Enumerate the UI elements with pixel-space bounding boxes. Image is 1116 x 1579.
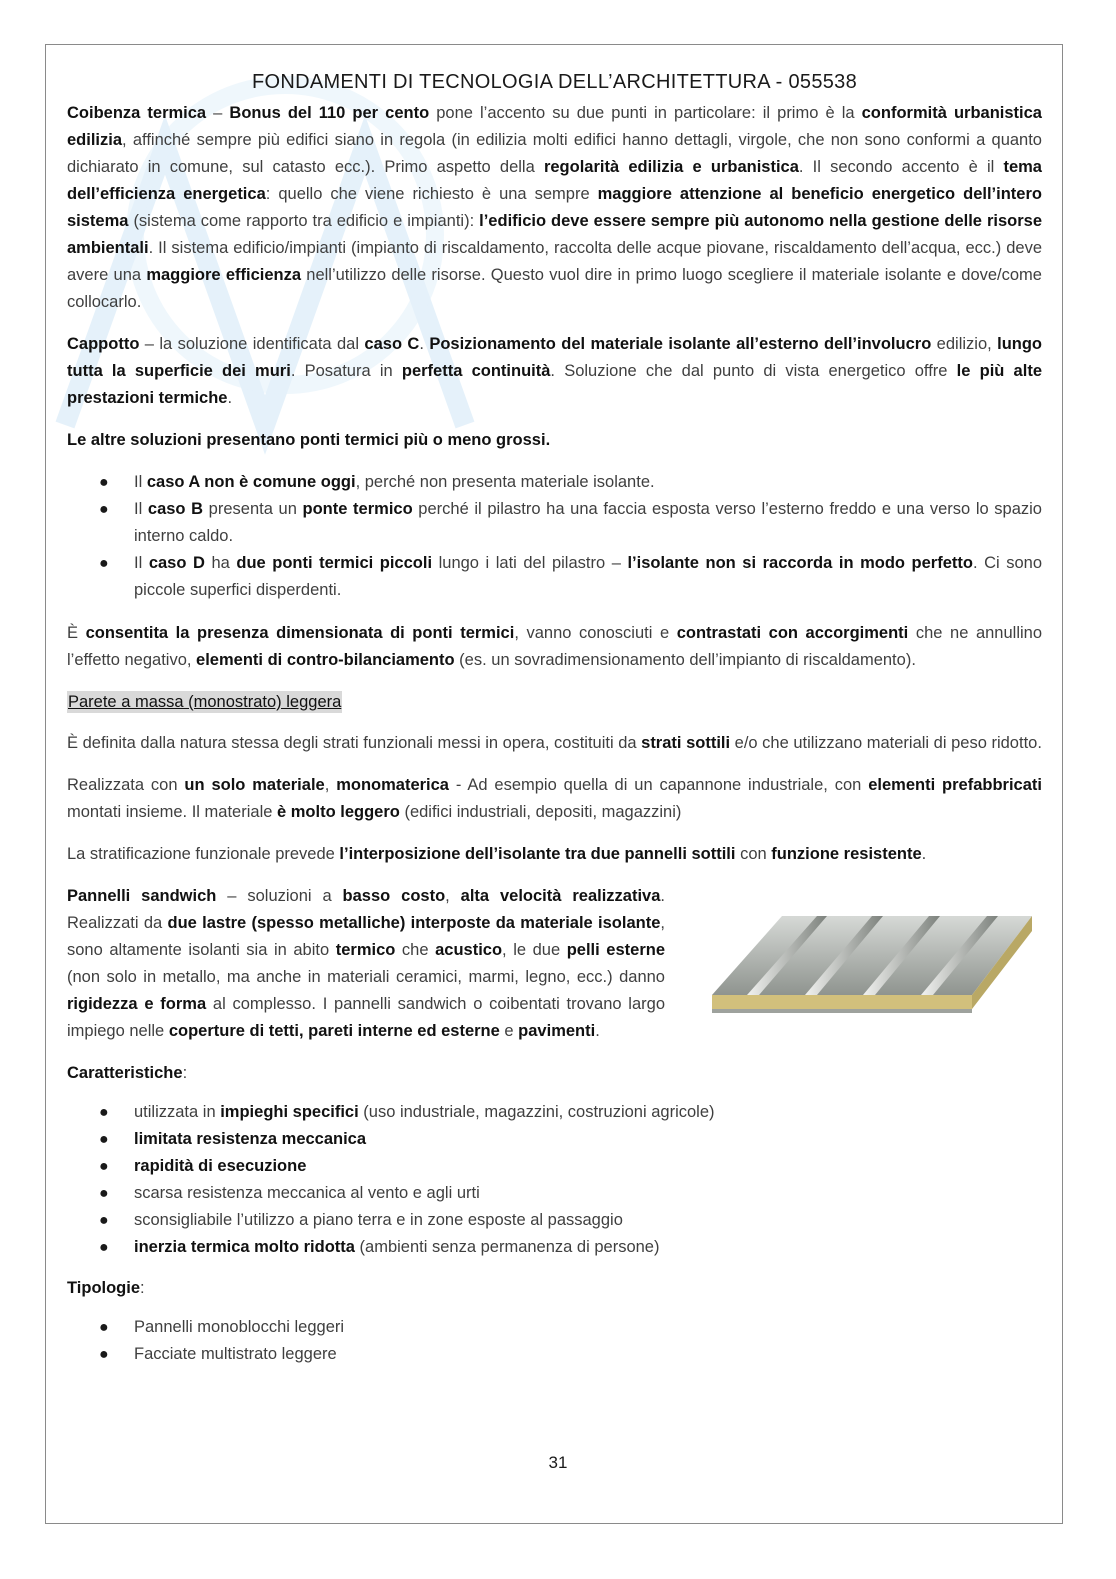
text-span: (edifici industriali, depositi, magazzini) (399, 803, 682, 821)
sandwich-panel-image (707, 911, 1037, 1021)
term-limitata-resistenza: limitata resistenza meccanica (134, 1130, 367, 1148)
text-span: . Ci sono piccole superfici disperdenti. (134, 554, 1043, 599)
text-span: - Ad esempio quella di un capannone industriale, con (448, 776, 869, 794)
text-span: e/o che utilizzano materiali di peso ridotto. (730, 734, 1042, 752)
term-inerzia: inerzia termica molto ridotta (134, 1238, 355, 1256)
text-span: , vanno conosciuti e (514, 624, 677, 642)
term-caso-d: caso D (148, 554, 205, 572)
text-span: edilizio, (931, 335, 998, 353)
text-span: . (921, 845, 927, 863)
paragraph-sandwich (67, 883, 665, 1045)
bullet-icon: ● (99, 501, 109, 518)
section-heading: Parete a massa (monostrato) leggera (68, 693, 342, 711)
term-isolante-raccordo: l’isolante non si raccorda in modo perfetto (627, 554, 973, 572)
text-span: È (67, 624, 86, 642)
bullet-icon: ● (99, 1319, 109, 1336)
term-due-ponti: due ponti termici piccoli (236, 554, 433, 572)
term-alta-velocita: alta velocità realizzativa (460, 887, 661, 905)
text-span: lungo i lati del pilastro – (432, 554, 628, 572)
text-span: che (395, 941, 436, 959)
text-span: sconsigliabile l’utilizzo a piano terra e in zone esposte al passaggio (134, 1211, 623, 1229)
text-span: presenta un (203, 500, 303, 518)
caratteristiche-heading (67, 1060, 1042, 1087)
term-prestazioni: le più alte prestazioni termiche (67, 362, 1042, 407)
text-span: . Il secondo accento è il (798, 158, 1004, 176)
list-item (67, 1341, 1042, 1368)
text-span: Realizzata con (67, 776, 185, 794)
text-span: È definita dalla natura stessa degli strati funzionali messi in opera, costituiti da (67, 734, 642, 752)
term-consentita: consentita la presenza dimensionata di ponti termici (85, 624, 515, 642)
text-span: – soluzioni a (216, 887, 343, 905)
term-bonus: Bonus del 110 per cento (229, 104, 430, 122)
list-item (67, 1099, 1042, 1126)
list-item (67, 1314, 1042, 1341)
term-strati-sottili: strati sottili (641, 734, 731, 752)
text-span: e (499, 1022, 519, 1040)
term-cappotto: Cappotto (67, 335, 140, 353)
bullet-icon: ● (99, 555, 109, 572)
bullet-icon: ● (99, 1104, 109, 1121)
text-span: Il (134, 473, 147, 491)
bullet-icon: ● (99, 1239, 109, 1256)
paragraph-realizzata (67, 772, 1042, 826)
text-span: , (445, 887, 461, 905)
term-acustico: acustico (435, 941, 503, 959)
text-span: (es. un sovradimensionamento dell’impianto di riscaldamento). (454, 651, 916, 669)
term-interposizione: l’interposizione dell’isolante tra due pannelli sottili (339, 845, 736, 863)
text-span: Pannelli monoblocchi leggeri (134, 1318, 345, 1336)
document-body (67, 68, 1042, 1384)
text-span: – (206, 104, 230, 122)
text-span: . Realizzati da (67, 887, 665, 932)
text-span: , (324, 776, 337, 794)
term-contro-bilanciamento: elementi di contro-bilanciamento (196, 651, 455, 669)
term-contrastati: contrastati con accorgimenti (676, 624, 909, 642)
text-span: al complesso. I pannelli sandwich o coibentati trovano largo impiego nelle (67, 995, 665, 1040)
term-posizionamento: Posizionamento del materiale isolante all’esterno dell’involucro (429, 335, 932, 353)
text-span: che ne annullino l’effetto negativo, (67, 624, 1043, 669)
term-due-lastre: due lastre (spesso metalliche) interposte da materiale isolante (167, 914, 661, 932)
list-item (67, 1153, 1042, 1180)
list-item (67, 550, 1042, 604)
paragraph-definita (67, 730, 1042, 757)
list-caratteristiche (67, 1099, 1042, 1261)
text-span: Il (134, 500, 148, 518)
term-tipologie: Tipologie (67, 1279, 141, 1297)
term-autonomo: l’edificio deve essere sempre più autonomo nella gestione delle risorse ambientali (67, 212, 1042, 257)
term-superficie: lungo tutta la superficie dei muri (67, 335, 1043, 380)
term-conformita: conformità urbanistica edilizia (67, 104, 1042, 149)
page-number: 31 (548, 1453, 568, 1472)
term-caso-c: caso C (364, 335, 420, 353)
text-span: scarsa resistenza meccanica al vento e agli urti (134, 1184, 480, 1202)
term-ponte-termico: ponte termico (302, 500, 413, 518)
term-pannelli-sandwich: Pannelli sandwich (67, 887, 217, 905)
term-caso-b: caso B (147, 500, 204, 518)
list-item (67, 1207, 1042, 1234)
term-basso-costo: basso costo (342, 887, 446, 905)
paragraph-cappotto (67, 331, 1042, 412)
term-efficienza: tema dell’efficienza energetica (67, 158, 1042, 203)
text-span: pone l’accento su due punti in particolare: il primo è la (429, 104, 862, 122)
text-span: La stratificazione funzionale prevede (67, 845, 340, 863)
list-item (67, 469, 1042, 496)
term-caso-a: caso A non è comune oggi (146, 473, 356, 491)
paragraph-ponti (67, 427, 1042, 454)
text-span: (sistema come rapporto tra edificio e impianti): (128, 212, 480, 230)
bullet-icon: ● (99, 1185, 109, 1202)
text-span: (non solo in metallo, ma anche in materiali ceramici, marmi, legno, ecc.) danno (67, 968, 665, 986)
text-span: (uso industriale, magazzini, costruzioni agricole) (358, 1103, 715, 1121)
text-span: ha (204, 554, 237, 572)
text-span: utilizzata in (134, 1103, 221, 1121)
text-span: Facciate multistrato leggere (134, 1345, 337, 1363)
list-item (67, 496, 1042, 550)
term-coibenza: Coibenza termica (67, 104, 207, 122)
tipologie-heading (67, 1275, 1042, 1302)
page-title: FONDAMENTI DI TECNOLOGIA DELL’ARCHITETTURA - 055538 (251, 71, 858, 93)
text-span: perché il pilastro ha una faccia esposta verso l’esterno freddo e una verso lo spazio interno caldo. (134, 500, 1042, 545)
text-span: . Il sistema edificio/impianti (impianto di riscaldamento, raccolta delle acque piovane, riscaldamento dell’acqua, ecc.) deve avere una (67, 239, 1042, 284)
term-beneficio: maggiore attenzione al beneficio energetico dell’intero sistema (67, 185, 1042, 230)
term-caratteristiche: Caratteristiche (67, 1064, 183, 1082)
bullet-icon: ● (99, 1212, 109, 1229)
text-span: . Posatura in (290, 362, 402, 380)
term-pelli-esterne: pelli esterne (566, 941, 665, 959)
list-item (67, 1180, 1042, 1207)
text-span: – la soluzione identificata dal (139, 335, 365, 353)
text-span: . (227, 389, 233, 407)
paragraph-coibenza (67, 100, 1042, 316)
term-continuita: perfetta continuità (401, 362, 551, 380)
term-rigidezza: rigidezza e forma (67, 995, 207, 1013)
text-span: montati insieme. Il materiale (67, 803, 277, 821)
text-span: , affinché sempre più edifici siano in regola (in edilizia molti edifici hanno dettagli, virgole, che non sono conformi a quanto dichiarato in comune, sul catasto ecc.). Primo aspetto della (67, 131, 1042, 176)
text-span: : (182, 1064, 188, 1082)
text-span: : quello che viene richiesto è una sempre (265, 185, 598, 203)
text-span: , perché non presenta materiale isolante. (355, 473, 655, 491)
bullet-icon: ● (99, 474, 109, 491)
term-maggiore-efficienza: maggiore efficienza (146, 266, 302, 284)
text-span: con (735, 845, 772, 863)
term-funzione-resistente: funzione resistente (771, 845, 922, 863)
term-un-solo-materiale: un solo materiale (184, 776, 325, 794)
text-span: . (419, 335, 430, 353)
bullet-icon: ● (99, 1131, 109, 1148)
text-span: , sono altamente isolanti sia in abito (67, 914, 665, 959)
term-monomaterica: monomaterica (336, 776, 449, 794)
text-span: nell’utilizzo delle risorse. Questo vuol dire in primo luogo scegliere il materiale isolante e dove/come collocarlo. (67, 266, 1042, 311)
paragraph-stratificazione (67, 841, 1042, 868)
term-altre-soluzioni: Le altre soluzioni presentano ponti termici più o meno grossi. (67, 431, 551, 449)
text-span: : (140, 1279, 145, 1297)
term-pavimenti: pavimenti (518, 1022, 596, 1040)
text-span: Il (134, 554, 149, 572)
sandwich-section (67, 883, 1042, 1045)
paragraph-consentita (67, 620, 1042, 674)
term-regolarita: regolarità edilizia e urbanistica (543, 158, 799, 176)
text-span: . (595, 1022, 600, 1040)
term-rapidita: rapidità di esecuzione (134, 1157, 307, 1175)
term-prefabbricati: elementi prefabbricati (868, 776, 1042, 794)
term-molto-leggero: è molto leggero (277, 803, 400, 821)
text-span: . Soluzione che dal punto di vista energetico offre (550, 362, 957, 380)
term-termico: termico (335, 941, 396, 959)
subheading-row (67, 689, 1042, 716)
text-span: (ambienti senza permanenza di persone) (354, 1238, 660, 1256)
bullet-icon: ● (99, 1158, 109, 1175)
list-casi (67, 469, 1042, 604)
term-coperture: coperture di tetti, pareti interne ed esterne (168, 1022, 500, 1040)
list-item (67, 1126, 1042, 1153)
list-item (67, 1234, 1042, 1261)
bullet-icon: ● (99, 1346, 109, 1363)
list-tipologie (67, 1314, 1042, 1368)
term-impieghi: impieghi specifici (220, 1103, 359, 1121)
text-span: , le due (502, 941, 567, 959)
